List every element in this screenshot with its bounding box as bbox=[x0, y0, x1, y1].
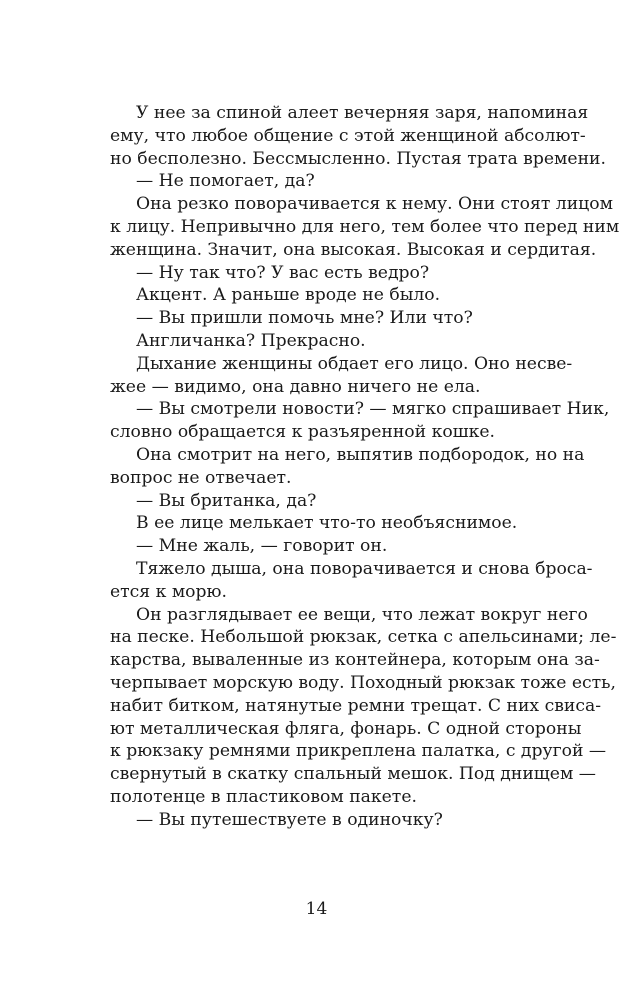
text-line: ему, что любое общение с этой женщиной абсолют- bbox=[110, 125, 586, 146]
page-number: 14 bbox=[305, 899, 328, 919]
text-line: У нее за спиной алеет вечерняя заря, напоминая bbox=[136, 103, 589, 123]
text-line: к лицу. Непривычно для него, тем более что перед ним bbox=[110, 216, 620, 237]
text-line: — Вы британка, да? bbox=[136, 490, 317, 511]
text-line: карства, вываленные из контейнера, которым она за- bbox=[110, 650, 600, 671]
text-line: к рюкзаку ремнями прикреплена палатка, с другой — bbox=[110, 741, 607, 762]
text-line: — Мне жаль, — говорит он. bbox=[136, 536, 388, 557]
text-line: Он разглядывает ее вещи, что лежат вокруг него bbox=[136, 604, 588, 625]
text-line: свернутый в скатку спальный мешок. Под днищем — bbox=[110, 764, 596, 785]
text-line: вопрос не отвечает. bbox=[110, 467, 292, 488]
text-line: ется к морю. bbox=[110, 581, 227, 602]
text-line: женщина. Значит, она высокая. Высокая и сердитая. bbox=[110, 239, 597, 260]
text-line: Она смотрит на него, выпятив подбородок, но на bbox=[136, 444, 585, 465]
text-line: — Вы путешествуете в одиночку? bbox=[136, 809, 443, 830]
text-line: Тяжело дыша, она поворачивается и снова броса- bbox=[136, 558, 593, 579]
text-line: черпывает морскую воду. Походный рюкзак тоже есть, bbox=[110, 672, 616, 693]
text-line: Акцент. А раньше вроде не было. bbox=[136, 285, 441, 306]
text-line: В ее лице мелькает что-то необъяснимое. bbox=[136, 513, 518, 534]
text-line: — Вы смотрели новости? — мягко спрашивает Ник, bbox=[136, 399, 610, 420]
text-line: — Ну так что? У вас есть ведро? bbox=[136, 262, 430, 283]
text-line: но бесполезно. Бессмысленно. Пустая трата времени. bbox=[110, 148, 606, 169]
text-line: — Вы пришли помочь мне? Или что? bbox=[136, 308, 473, 329]
text-line: Англичанка? Прекрасно. bbox=[136, 330, 366, 351]
text-line: полотенце в пластиковом пакете. bbox=[110, 786, 417, 807]
text-line: словно обращается к разъяренной кошке. bbox=[110, 422, 496, 443]
body-text bbox=[110, 102, 620, 832]
text-line: ют металлическая фляга, фонарь. С одной стороны bbox=[110, 718, 582, 739]
text-line: Она резко поворачивается к нему. Они стоят лицом bbox=[136, 194, 613, 215]
text-line: набит битком, натянутые ремни трещат. С них свиса- bbox=[110, 695, 602, 716]
text-line: жее — видимо, она давно ничего не ела. bbox=[110, 376, 481, 397]
text-line: на песке. Небольшой рюкзак, сетка с апельсинами; ле- bbox=[110, 627, 617, 648]
text-line: — Не помогает, да? bbox=[136, 171, 315, 192]
text-line: Дыхание женщины обдает его лицо. Оно несве- bbox=[136, 353, 573, 374]
